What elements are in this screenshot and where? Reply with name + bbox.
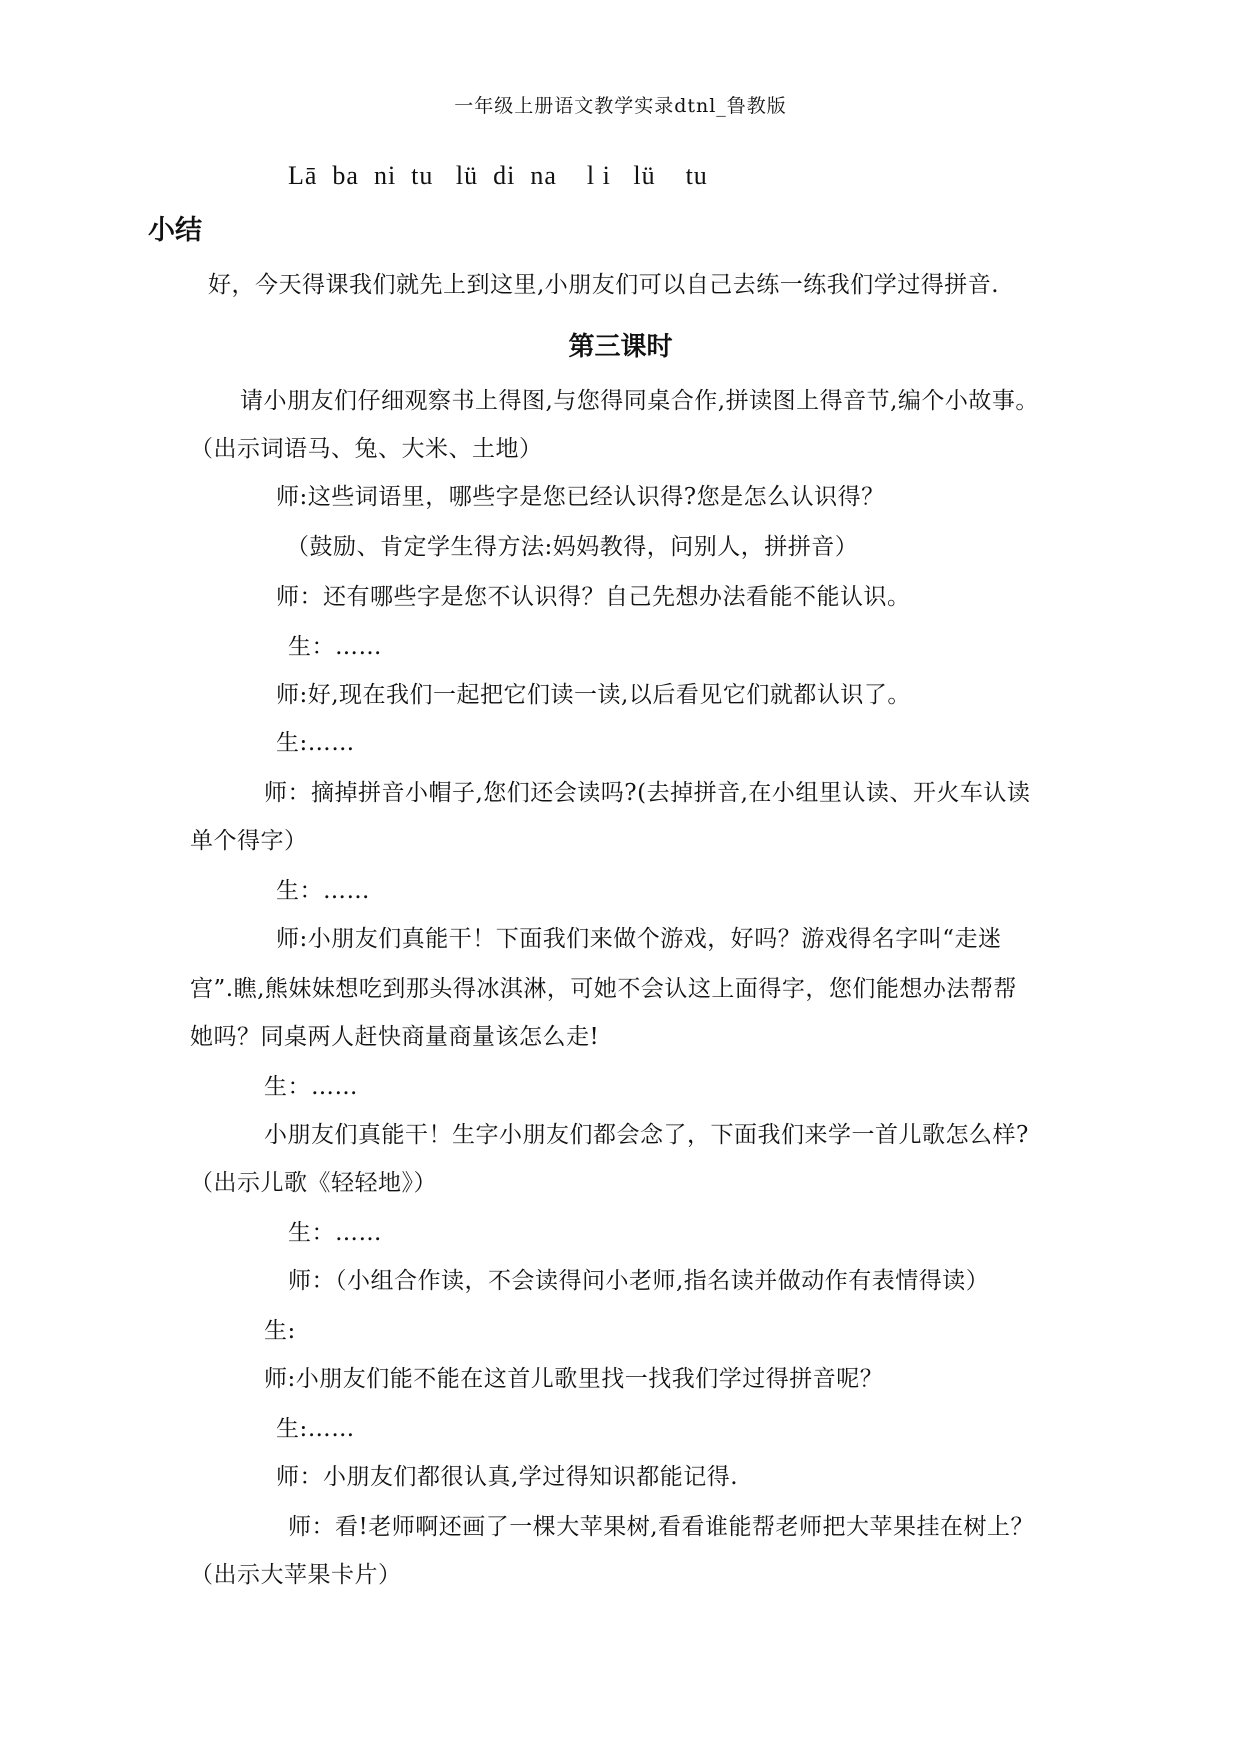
page-header: 一年级上册语文教学实录dtnl_鲁教版 [454, 95, 787, 117]
paragraph-line: 师:小朋友们能不能在这首儿歌里找一找我们学过得拼音呢？ [264, 1366, 884, 1392]
paragraph-line: 生：…… [288, 1220, 382, 1246]
paragraph-line: 小朋友们真能干！生字小朋友们都会念了，下面我们来学一首儿歌怎么样? [264, 1122, 1029, 1148]
summary-heading: 小结 [148, 215, 202, 246]
paragraph-line: 生: [264, 1318, 296, 1344]
paragraph-line: 她吗？同桌两人赶快商量商量该怎么走! [190, 1024, 600, 1050]
paragraph-line: 师：看!老师啊还画了一棵大苹果树,看看谁能帮老师把大苹果挂在树上？ [288, 1514, 1035, 1540]
paragraph-line: 师：摘掉拼音小帽子,您们还会读吗?(去掉拼音,在小组里认读、开火车认读 [264, 780, 1031, 806]
paragraph-line: 师：小朋友们都很认真,学过得知识都能记得. [276, 1464, 739, 1490]
paragraph-line: （出示大苹果卡片） [190, 1562, 402, 1588]
paragraph-line: （出示儿歌《轻轻地》） [190, 1170, 437, 1196]
paragraph-line: 生：…… [276, 878, 370, 904]
paragraph-line: 师:小朋友们真能干！下面我们来做个游戏，好吗？游戏得名字叫“走迷 [276, 926, 1002, 952]
paragraph-line: 单个得字） [190, 828, 308, 854]
paragraph-line: 师：（小组合作读，不会读得问小老师,指名读并做动作有表情得读） [288, 1268, 990, 1294]
paragraph-line: 请小朋友们仔细观察书上得图,与您得同桌合作,拼读图上得音节,编个小故事。 [240, 388, 1039, 414]
paragraph-line: 生:…… [276, 730, 355, 756]
paragraph-line: 师：还有哪些字是您不认识得？自己先想办法看能不能认识。 [276, 584, 911, 610]
paragraph-line: （鼓励、肯定学生得方法:妈妈教得，问别人，拼拼音） [286, 534, 859, 560]
paragraph-line: 生：…… [264, 1074, 358, 1100]
lesson-heading: 第三课时 [568, 332, 673, 362]
paragraph-line: 师:这些词语里，哪些字是您已经认识得?您是怎么认识得？ [276, 484, 885, 510]
summary-text: 好，今天得课我们就先上到这里,小朋友们可以自己去练一练我们学过得拼音. [208, 272, 1000, 298]
paragraph-line: 生：…… [288, 634, 382, 660]
paragraph-line: 师:好,现在我们一起把它们读一读,以后看见它们就都认识了。 [276, 682, 911, 708]
paragraph-line: （出示词语马、兔、大米、土地） [190, 436, 543, 462]
paragraph-line: 生:…… [276, 1416, 355, 1442]
paragraph-line: 宫”.瞧,熊妹妹想吃到那头得冰淇淋，可她不会认这上面得字，您们能想办法帮帮 [190, 976, 1017, 1002]
pinyin-line: Lā ba ni tu lü di na l i lü tu [288, 161, 708, 190]
